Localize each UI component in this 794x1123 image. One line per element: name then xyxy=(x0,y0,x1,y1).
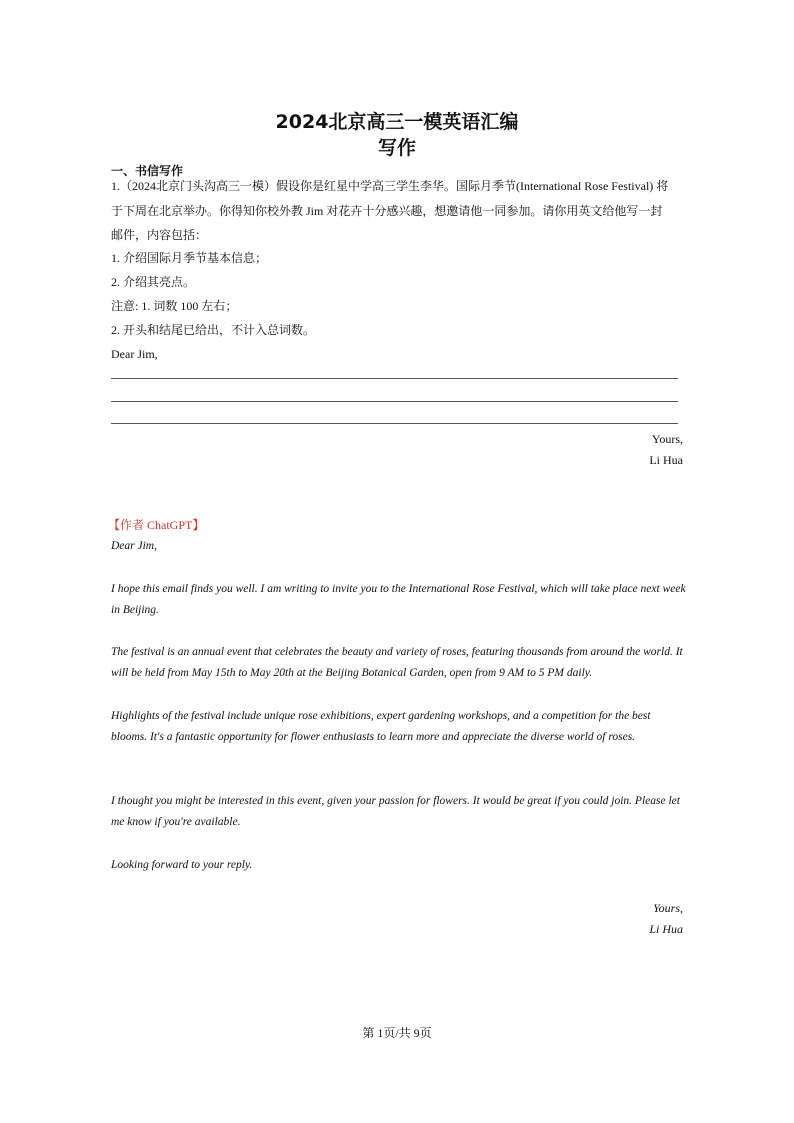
question-closing: Yours, xyxy=(651,432,683,446)
essay-paragraph-1: I hope this email finds you well. I am writing to invite you to the International Rose Festival, which will take place next week in Beijing. xyxy=(111,583,686,616)
answer-line-2 xyxy=(111,401,678,402)
essay-salutation: Dear Jim, xyxy=(111,540,157,552)
page-number: 第 1页/共 9页 xyxy=(362,1026,432,1040)
document-title: 2024北京高三一模英语汇编 xyxy=(275,111,519,133)
essay-paragraph-5: Looking forward to your reply. xyxy=(111,859,253,871)
answer-line-1 xyxy=(111,378,678,379)
note-line-2: 2. 开头和结尾已给出，不计入总词数。 xyxy=(111,323,316,337)
question-line-3: 邮件，内容包括： xyxy=(111,228,208,242)
answer-line-3 xyxy=(111,423,678,424)
document-subtitle: 写作 xyxy=(377,137,416,159)
question-line-1: 1.（2024北京门头沟高三一模）假设你是红星中学高三学生李华。国际月季节(International Rose Festival) 将 xyxy=(111,179,669,193)
essay-paragraph-4: I thought you might be interested in this event, given your passion for flowers. It would be great if you could join. Please let me know if you're available. xyxy=(111,795,680,828)
author-label: 【作者 ChatGPT】 xyxy=(108,518,205,532)
essay-paragraph-3: Highlights of the festival include unique rose exhibitions, expert gardening workshops, and a competition for the best blooms. It's a fantastic opportunity for flower enthusiasts to learn more and appreciate the diverse world of roses. xyxy=(111,710,651,743)
note-line-1: 注意: 1. 词数 100 左右； xyxy=(111,299,238,313)
essay-closing: Yours, xyxy=(653,901,683,915)
essay-paragraph-2: The festival is an annual event that celebrates the beauty and variety of roses, featuring thousands from around the world. It will be held from May 15th to May 20th at the Beijing Botanical Garden, open from 9 AM to 5 PM daily. xyxy=(111,646,683,679)
question-signature: Li Hua xyxy=(649,453,683,467)
question-salutation: Dear Jim, xyxy=(111,347,158,361)
requirement-item-1: 1. 介绍国际月季节基本信息； xyxy=(111,251,268,265)
requirement-item-2: 2. 介绍其亮点。 xyxy=(111,275,196,289)
essay-signature: Li Hua xyxy=(649,922,683,936)
section-heading: 一、书信写作 xyxy=(111,164,184,178)
question-line-2: 于下周在北京举办。你得知你校外教 Jim 对花卉十分感兴趣，想邀请他一同参加。请你用英文给他写一封 xyxy=(111,204,663,218)
